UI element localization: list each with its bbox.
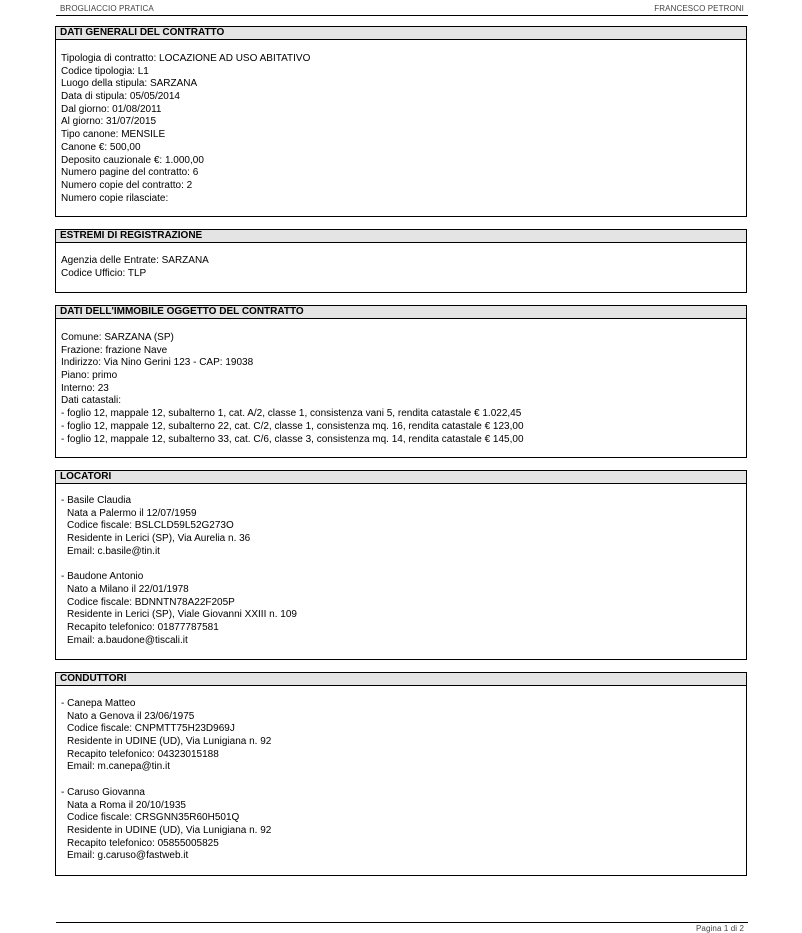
person-detail: Nato a Genova il 23/06/1975 xyxy=(67,710,195,722)
field-line: Tipo canone: MENSILE xyxy=(61,129,166,141)
person-detail: Recapito telefonico: 04323015188 xyxy=(67,748,219,760)
page-header-left: BROGLIACCIO PRATICA xyxy=(60,4,154,13)
person-detail: Email: c.basile@tin.it xyxy=(67,545,160,557)
person-detail: Residente in Lerici (SP), Viale Giovanni XXIII n. 109 xyxy=(67,609,297,621)
spacer xyxy=(61,774,746,787)
person-name: - Baudone Antonio xyxy=(61,571,144,583)
section-body xyxy=(56,243,746,280)
person-detail: Email: g.caruso@fastweb.it xyxy=(67,850,189,862)
section-immobile xyxy=(55,305,747,458)
field-line: Dal giorno: 01/08/2011 xyxy=(61,103,162,115)
person-detail: Recapito telefonico: 05855005825 xyxy=(67,837,219,849)
person-detail: Codice fiscale: BDNNTN78A22F205P xyxy=(67,596,235,608)
footer-rule xyxy=(56,922,748,923)
field-line: Numero pagine del contratto: 6 xyxy=(61,167,199,179)
section-body xyxy=(56,484,746,647)
section-body xyxy=(56,319,746,446)
field-line: Codice tipologia: L1 xyxy=(61,65,149,77)
field-line: Tipologia di contratto: LOCAZIONE AD USO ABITATIVO xyxy=(61,53,311,64)
spacer xyxy=(61,558,746,571)
header-rule xyxy=(56,15,748,16)
section-title: CONDUTTORI xyxy=(56,673,746,686)
section-title: ESTREMI DI REGISTRAZIONE xyxy=(56,230,746,243)
field-line: Agenzia delle Entrate: SARZANA xyxy=(61,255,209,266)
field-line: Data di stipula: 05/05/2014 xyxy=(61,91,180,103)
person-name: - Basile Claudia xyxy=(61,495,132,506)
person-detail: Codice fiscale: CRSGNN35R60H501Q xyxy=(67,812,240,824)
field-line: Interno: 23 xyxy=(61,382,109,394)
page-header-right: FRANCESCO PETRONI xyxy=(654,4,744,13)
cadastral-line: - foglio 12, mappale 12, subalterno 22, cat. C/2, classe 1, consistenza mq. 16, rendita catastale € 123,00 xyxy=(61,420,524,432)
person-detail: Residente in Lerici (SP), Via Aurelia n. 36 xyxy=(67,533,251,545)
field-line: Deposito cauzionale €: 1.000,00 xyxy=(61,154,204,166)
section-locatori xyxy=(55,470,747,660)
person-name: - Caruso Giovanna xyxy=(61,786,145,798)
field-line: Numero copie rilasciate: xyxy=(61,192,169,204)
field-line: Numero copie del contratto: 2 xyxy=(61,179,193,191)
section-body xyxy=(56,686,746,863)
person-detail: Nata a Roma il 20/10/1935 xyxy=(67,799,186,811)
person-detail: Email: m.canepa@tin.it xyxy=(67,761,170,773)
section-dati-generali xyxy=(55,26,747,217)
person-detail: Nata a Palermo il 12/07/1959 xyxy=(67,507,197,519)
field-line: Canone €: 500,00 xyxy=(61,141,141,153)
cadastral-line: - foglio 12, mappale 12, subalterno 1, cat. A/2, classe 1, consistenza vani 5, rendita catastale € 1.022,45 xyxy=(61,408,522,420)
section-body xyxy=(56,40,746,205)
field-line: Piano: primo xyxy=(61,370,118,382)
person-detail: Residente in UDINE (UD), Via Lunigiana n. 92 xyxy=(67,824,272,836)
section-title: DATI DELL'IMMOBILE OGGETTO DEL CONTRATTO xyxy=(56,306,746,319)
person-detail: Residente in UDINE (UD), Via Lunigiana n. 92 xyxy=(67,736,272,748)
field-line: Al giorno: 31/07/2015 xyxy=(61,116,157,128)
field-line: Luogo della stipula: SARZANA xyxy=(61,78,198,90)
person-detail: Email: a.baudone@tiscali.it xyxy=(67,634,188,646)
cadastral-line: - foglio 12, mappale 12, subalterno 33, cat. C/6, classe 3, consistenza mq. 14, rendita catastale € 145,00 xyxy=(61,433,524,445)
section-conduttori xyxy=(55,672,747,876)
page-number: Pagina 1 di 2 xyxy=(695,924,744,933)
field-line: Codice Ufficio: TLP xyxy=(61,267,147,279)
person-name: - Canepa Matteo xyxy=(61,698,136,709)
field-line: Comune: SARZANA (SP) xyxy=(61,332,174,343)
section-title: DATI GENERALI DEL CONTRATTO xyxy=(56,27,746,40)
field-line: Indirizzo: Via Nino Gerini 123 - CAP: 19038 xyxy=(61,357,254,369)
field-line: Dati catastali: xyxy=(61,395,122,407)
section-title: LOCATORI xyxy=(56,471,746,484)
person-detail: Nato a Milano il 22/01/1978 xyxy=(67,583,189,595)
field-line: Frazione: frazione Nave xyxy=(61,344,168,356)
section-registrazione xyxy=(55,229,747,293)
person-detail: Codice fiscale: BSLCLD59L52G273O xyxy=(67,520,234,532)
person-detail: Recapito telefonico: 01877787581 xyxy=(67,621,219,633)
person-detail: Codice fiscale: CNPMTT75H23D969J xyxy=(67,723,235,735)
